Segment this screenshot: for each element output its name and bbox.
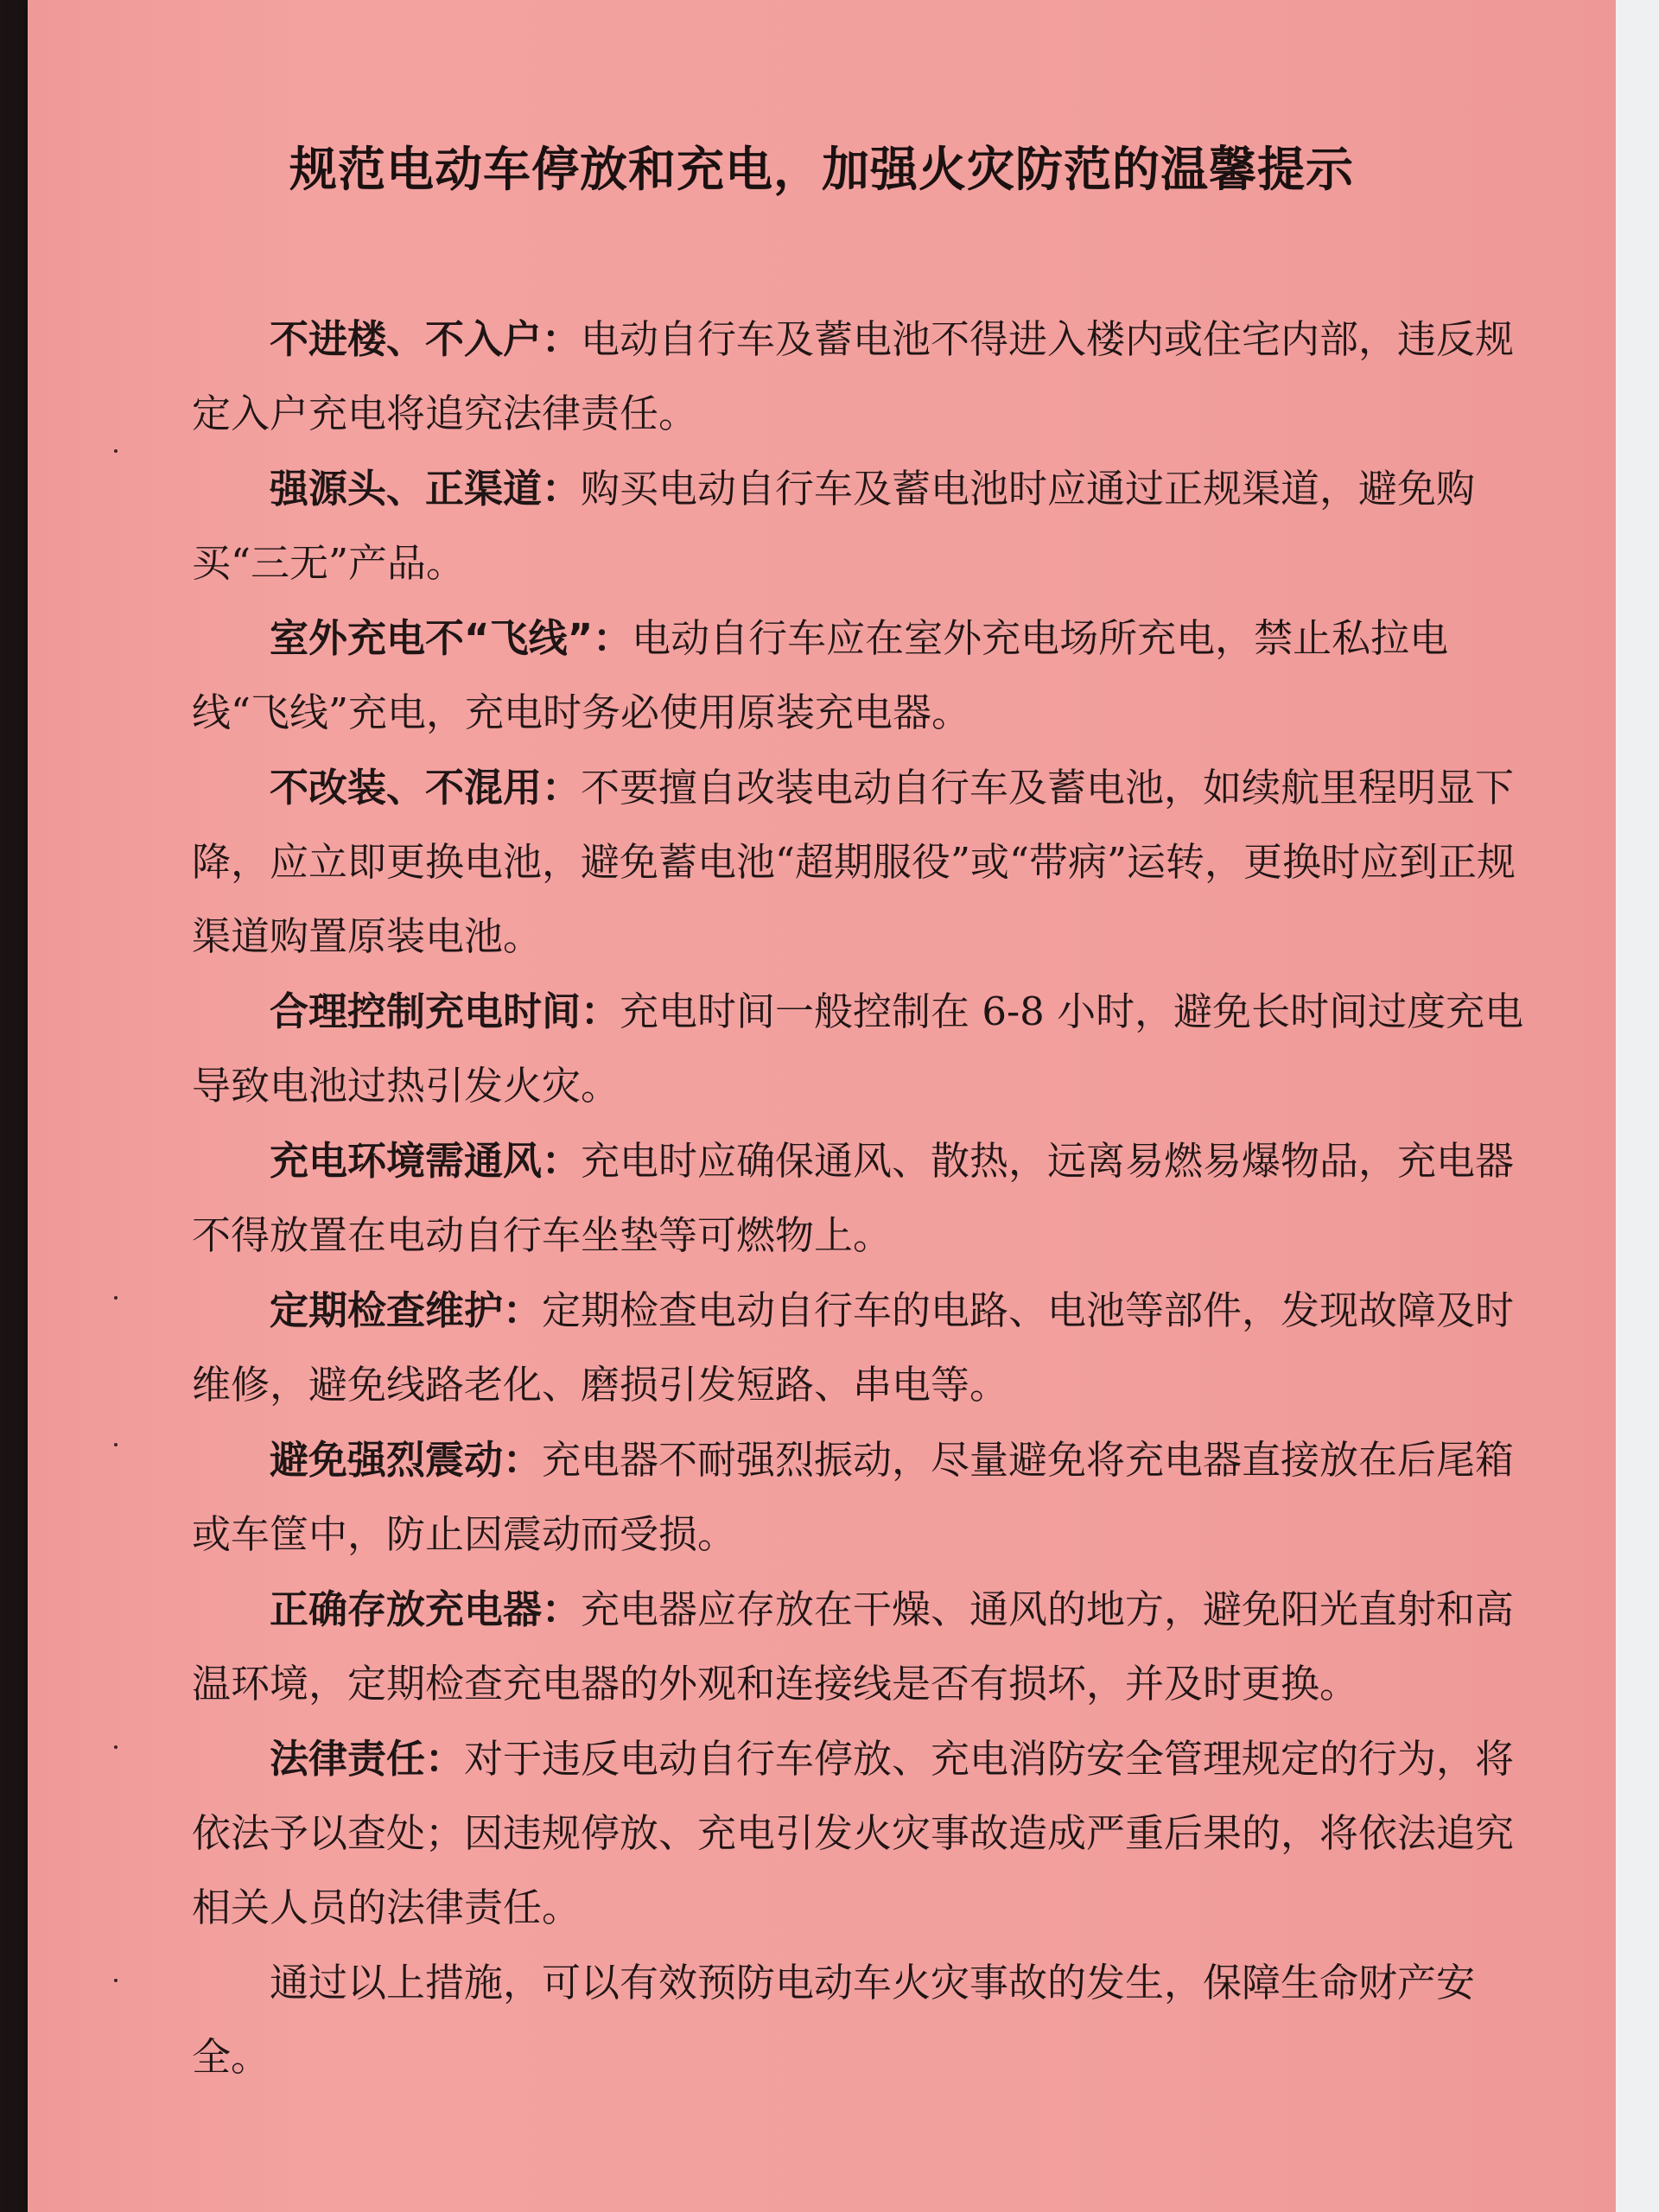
tip-term: 避免强烈震动 bbox=[270, 1437, 504, 1483]
tip-text: 电动自行车应在室外充电场所充电，禁止私拉电线“飞线”充电，充电时务必使用原装充电器。 bbox=[192, 615, 1449, 735]
tip-separator: ： bbox=[425, 1736, 465, 1782]
tip-separator: ： bbox=[542, 1138, 582, 1184]
tip-paragraph bbox=[192, 1722, 1540, 1945]
tip-text: 充电器应存放在干燥、通风的地方，避免阳光直射和高温环境，定期检查充电器的外观和连接线是否有损坏，并及时更换。 bbox=[192, 1586, 1515, 1707]
paper-sheet bbox=[28, 0, 1616, 2212]
tip-separator: ： bbox=[542, 765, 582, 810]
tip-paragraph bbox=[192, 1274, 1540, 1422]
tip-paragraph bbox=[192, 975, 1540, 1123]
tip-term: 定期检查维护 bbox=[270, 1287, 504, 1333]
tip-text: 不要擅自改装电动自行车及蓄电池，如续航里程明显下降，应立即更换电池，避免蓄电池“超期服役”或“带病”运转，更换时应到正规渠道购置原装电池。 bbox=[192, 765, 1516, 959]
paper-speck bbox=[114, 1745, 118, 1749]
tip-text: 电动自行车及蓄电池不得进入楼内或住宅内部，违反规定入户充电将追究法律责任。 bbox=[192, 316, 1515, 436]
tip-term: 不改装、不混用 bbox=[270, 765, 543, 810]
tip-term: 合理控制充电时间 bbox=[270, 988, 582, 1034]
paper-speck bbox=[114, 449, 118, 453]
tip-paragraph bbox=[192, 302, 1540, 451]
tip-paragraph bbox=[192, 1573, 1540, 1721]
background-surface bbox=[1616, 0, 1659, 2212]
tip-term: 室外充电不“飞线” bbox=[270, 615, 594, 661]
tip-term: 不进楼、不入户 bbox=[270, 316, 543, 362]
tip-text: 充电器不耐强烈振动，尽量避免将充电器直接放在后尾箱或车筐中，防止因震动而受损。 bbox=[192, 1437, 1515, 1557]
tip-term: 强源头、正渠道 bbox=[270, 466, 543, 512]
tip-paragraph bbox=[192, 1423, 1540, 1572]
tip-separator: ： bbox=[503, 1287, 543, 1333]
paper-speck bbox=[114, 1296, 118, 1300]
tip-paragraph bbox=[192, 1124, 1540, 1273]
document-body bbox=[192, 302, 1540, 2095]
tip-separator: ： bbox=[503, 1437, 543, 1483]
tip-text: 对于违反电动自行车停放、充电消防安全管理规定的行为，将依法予以查处；因违规停放、充电引发火灾事故造成严重后果的，将依法追究相关人员的法律责任。 bbox=[192, 1736, 1515, 1930]
tip-term: 法律责任 bbox=[270, 1736, 426, 1782]
tip-separator: ： bbox=[542, 316, 582, 362]
tip-separator: ： bbox=[542, 1586, 582, 1632]
tip-term: 正确存放充电器 bbox=[270, 1586, 543, 1632]
document-title: 规范电动车停放和充电，加强火灾防范的温馨提示 bbox=[289, 141, 1354, 197]
tip-separator: ： bbox=[593, 615, 632, 661]
tip-text: 充电时间一般控制在 6-8 小时，避免长时间过度充电导致电池过热引发火灾。 bbox=[192, 988, 1524, 1109]
tip-separator: ： bbox=[542, 466, 582, 512]
tip-paragraph bbox=[192, 452, 1540, 601]
tip-text: 充电时应确保通风、散热，远离易燃易爆物品，充电器不得放置在电动自行车坐垫等可燃物上。 bbox=[192, 1138, 1515, 1258]
tip-text: 定期检查电动自行车的电路、电池等部件，发现故障及时维修，避免线路老化、磨损引发短路、串电等。 bbox=[192, 1287, 1515, 1408]
paper-speck bbox=[114, 1979, 118, 1982]
tip-paragraph bbox=[192, 601, 1540, 750]
tip-text: 购买电动自行车及蓄电池时应通过正规渠道，避免购买“三无”产品。 bbox=[192, 466, 1476, 586]
tip-paragraph bbox=[192, 751, 1540, 974]
tip-term: 充电环境需通风 bbox=[270, 1138, 543, 1184]
tip-separator: ： bbox=[581, 988, 620, 1034]
paper-speck bbox=[114, 1443, 118, 1446]
closing-paragraph: 通过以上措施，可以有效预防电动车火灾事故的发生，保障生命财产安全。 bbox=[192, 1960, 1476, 2080]
